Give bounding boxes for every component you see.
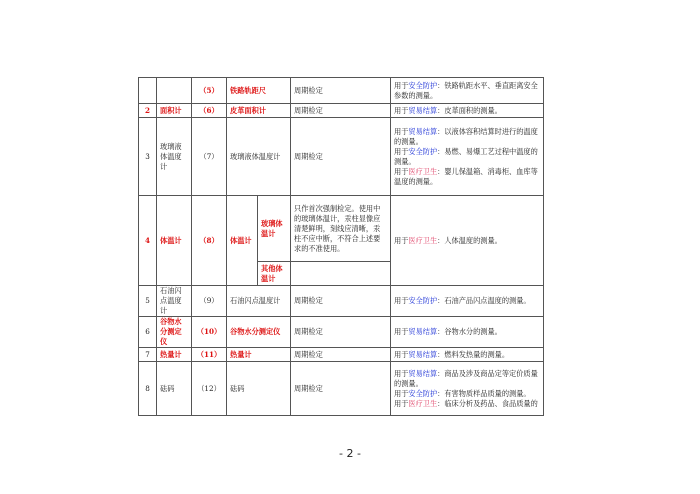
category-name: 石油闪点温度计 <box>157 286 192 317</box>
item-code: （12） <box>192 362 227 416</box>
row-number: 8 <box>139 362 157 416</box>
item-code: （5） <box>192 78 227 104</box>
table-row <box>139 362 544 416</box>
usage-cell: 用于贸易结算：燃料发热量的测量。 <box>391 348 544 362</box>
instrument-name: 谷物水分测定仪 <box>227 317 291 348</box>
verification-method: 周期检定 <box>291 104 391 118</box>
category-name: 砝码 <box>157 362 192 416</box>
usage-cell: 用于安全防护：铁路轨距水平、垂直距离安全参数的测量。 <box>391 78 544 104</box>
row-number <box>139 78 157 104</box>
row-number: 4 <box>139 196 157 286</box>
verification-method: 周期检定 <box>291 286 391 317</box>
row-number: 5 <box>139 286 157 317</box>
usage-cell: 用于安全防护：石油产品闪点温度的测量。 <box>391 286 544 317</box>
usage-cell: 用于贸易结算：皮革面积的测量。 <box>391 104 544 118</box>
item-code: （6） <box>192 104 227 118</box>
category-name <box>157 78 192 104</box>
table-row <box>139 118 544 196</box>
category-name: 谷物水分测定仪 <box>157 317 192 348</box>
instrument-name: 铁路轨距尺 <box>227 78 291 104</box>
item-code: （10） <box>192 317 227 348</box>
verification-method: 周期检定 <box>291 362 391 416</box>
item-code: （11） <box>192 348 227 362</box>
instrument-name: 玻璃液体温度计 <box>227 118 291 196</box>
verification-method: 周期检定 <box>291 118 391 196</box>
page-number: - 2 - <box>339 447 361 460</box>
item-code: （9） <box>192 286 227 317</box>
item-code: （7） <box>192 118 227 196</box>
verification-method: 只作首次强制检定。使用中的玻璃体温计，汞柱显像应清楚鲜明，刻线应清晰，汞柱不应中断，不符合上述要求的不准使用。 <box>291 196 391 262</box>
row-number: 7 <box>139 348 157 362</box>
item-code: （8） <box>192 196 227 286</box>
category-name: 玻璃液体温度计 <box>157 118 192 196</box>
table-row <box>139 317 544 348</box>
category-name: 面积计 <box>157 104 192 118</box>
sub-instrument-name: 其他体温计 <box>258 262 291 286</box>
table-row <box>139 286 544 317</box>
sub-instrument-name: 玻璃体温计 <box>258 196 291 262</box>
row-number: 6 <box>139 317 157 348</box>
verification-method: 周期检定 <box>291 348 391 362</box>
usage-cell: 用于贸易结算：以液体容积结算时进行的温度的测量。 用于安全防护：易燃、易爆工艺过程中温度的测量。 用于医疗卫生：婴儿保温箱、消毒柜、血库等温度的测量。 <box>391 118 544 196</box>
verification-method: 周期检定 <box>291 317 391 348</box>
instrument-name: 砝码 <box>227 362 291 416</box>
table-row <box>139 348 544 362</box>
verification-method: 周期检定 <box>291 78 391 104</box>
usage-cell: 用于贸易结算：商品及涉及商品定等定价质量的测量。 用于安全防护：有害物质样品质量的测量。 用于医疗卫生：临床分析及药品、食品质量的 <box>391 362 544 416</box>
table-row <box>139 104 544 118</box>
category-name: 体温计 <box>157 196 192 286</box>
instrument-name: 热量计 <box>227 348 291 362</box>
table-row <box>139 196 544 262</box>
instrument-name: 体温计 <box>227 196 258 286</box>
usage-cell: 用于医疗卫生：人体温度的测量。 <box>391 196 544 286</box>
instrument-name: 皮革面积计 <box>227 104 291 118</box>
table-row <box>139 78 544 104</box>
verification-method-empty <box>291 262 391 286</box>
verification-table <box>138 77 544 416</box>
usage-cell: 用于贸易结算：谷物水分的测量。 <box>391 317 544 348</box>
category-name: 热量计 <box>157 348 192 362</box>
instrument-name: 石油闪点温度计 <box>227 286 291 317</box>
row-number: 3 <box>139 118 157 196</box>
row-number: 2 <box>139 104 157 118</box>
